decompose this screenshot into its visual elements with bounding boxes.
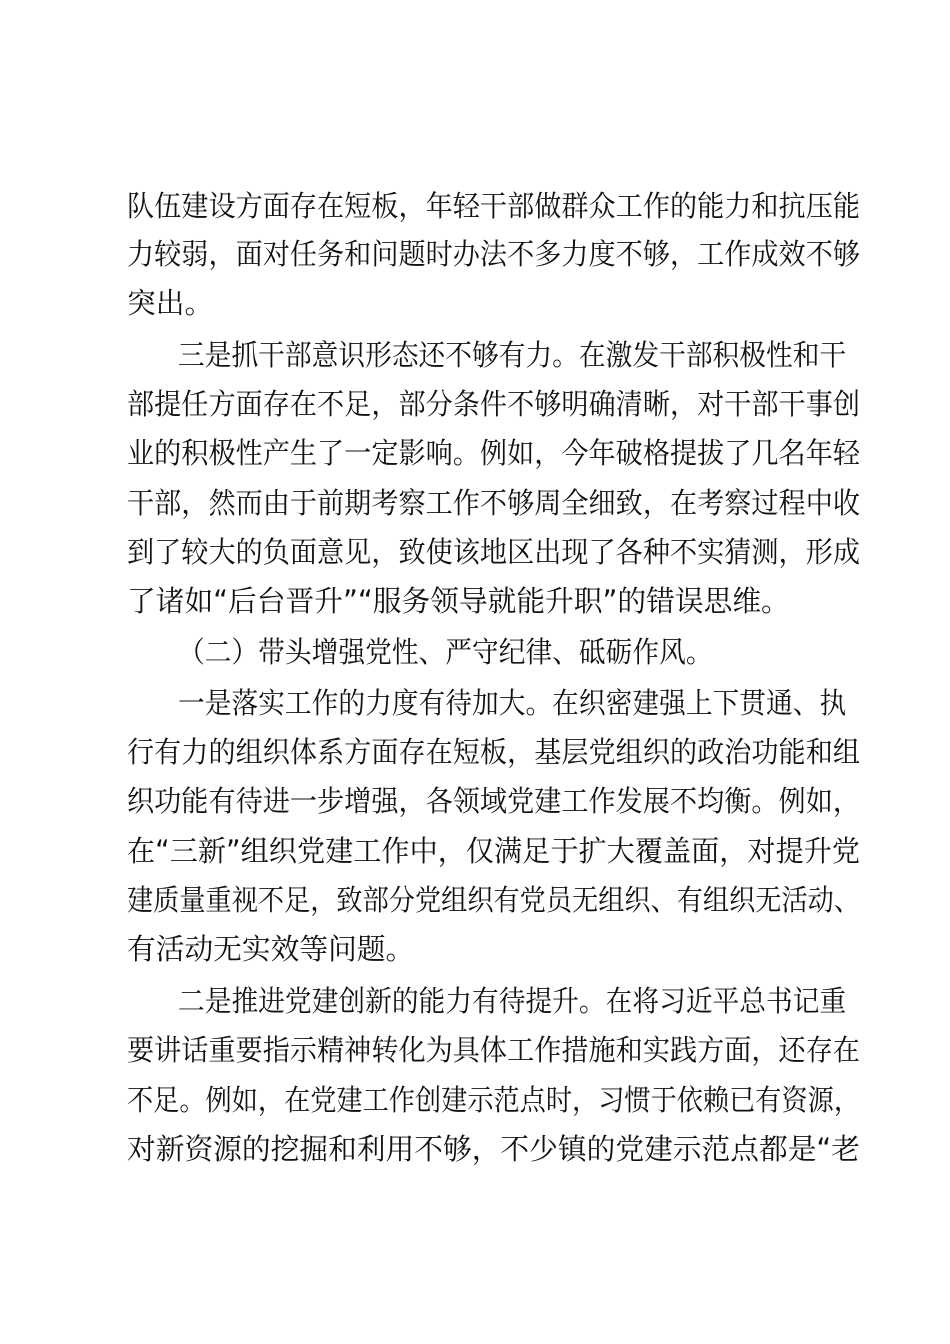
paragraph-start-line: 三是抓干部意识形态还不够有力。在激发干部积极性和干 — [178, 338, 847, 372]
text-line: 了诸如“后台晋升”“服务领导就能升职”的错误思维。 — [127, 584, 790, 618]
text-line: 建质量重视不足，致部分党组织有党员无组织、有组织无活动、 — [127, 883, 861, 917]
paragraph-start-line: 一是落实工作的力度有待加大。在织密建强上下贯通、执 — [178, 686, 847, 720]
text-line: 部提任方面存在不足，部分条件不够明确清晰，对干部干事创 — [127, 387, 861, 421]
text-line: 力较弱，面对任务和问题时办法不多力度不够，工作成效不够 — [127, 237, 861, 271]
text-line: 对新资源的挖掘和利用不够，不少镇的党建示范点都是“老 — [127, 1132, 861, 1166]
text-line: 要讲话重要指示精神转化为具体工作措施和实践方面，还存在 — [127, 1033, 861, 1067]
text-line: 到了较大的负面意见，致使该地区出现了各种不实猜测，形成 — [127, 535, 861, 569]
text-line: 队伍建设方面存在短板，年轻干部做群众工作的能力和抗压能 — [127, 189, 861, 223]
section-heading: （二）带头增强党性、严守纪律、砥砺作风。 — [178, 635, 713, 669]
text-line: 干部，然而由于前期考察工作不够周全细致，在考察过程中收 — [127, 486, 861, 520]
paragraph-start-line: 二是推进党建创新的能力有待提升。在将习近平总书记重 — [178, 984, 847, 1018]
text-line: 织功能有待进一步增强，各领域党建工作发展不均衡。例如， — [127, 784, 861, 818]
text-line: 突出。 — [127, 286, 214, 320]
text-line: 有活动无实效等问题。 — [127, 932, 415, 966]
text-line: 业的积极性产生了一定影响。例如，今年破格提拔了几名年轻 — [127, 436, 861, 470]
text-line: 行有力的组织体系方面存在短板，基层党组织的政治功能和组 — [127, 735, 861, 769]
text-line: 在“三新”组织党建工作中，仅满足于扩大覆盖面，对提升党 — [127, 834, 861, 868]
text-line: 不足。例如，在党建工作创建示范点时，习惯于依赖已有资源， — [127, 1083, 861, 1117]
